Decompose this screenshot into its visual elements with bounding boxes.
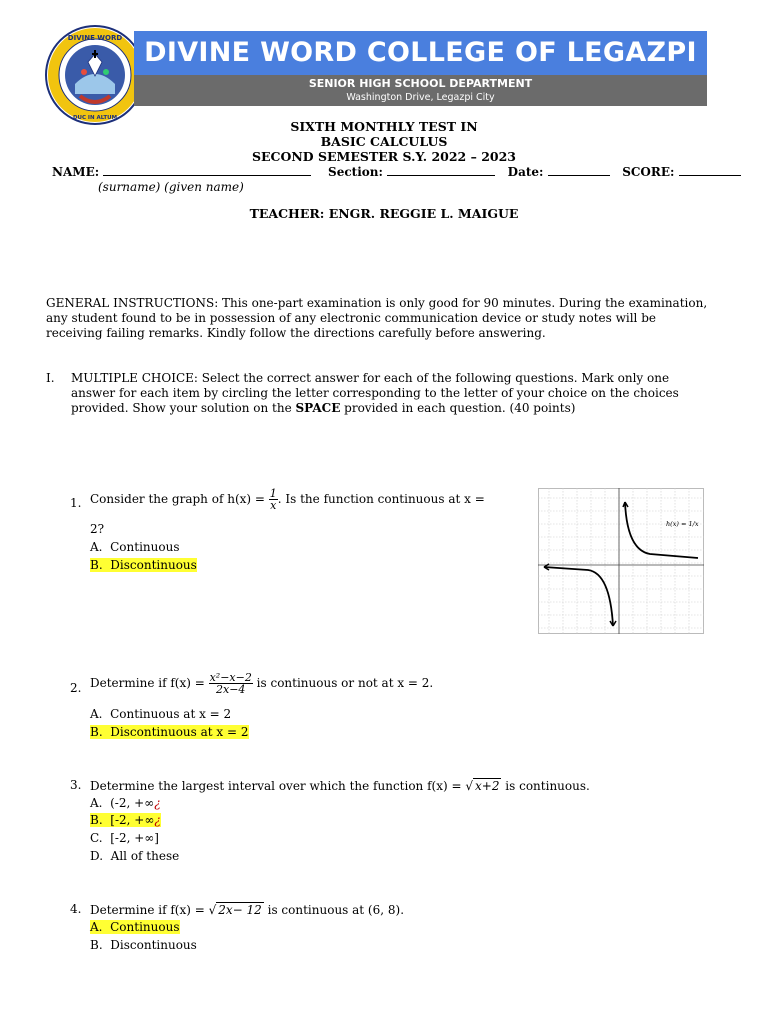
name-field[interactable] xyxy=(103,165,311,176)
q3-radicand: x+2 xyxy=(475,779,500,793)
q3-suffix: is continuous. xyxy=(501,779,590,793)
question-1-text xyxy=(90,488,485,511)
choice-letter: A. xyxy=(90,707,103,721)
test-title-line3: SECOND SEMESTER S.Y. 2022 – 2023 xyxy=(251,149,516,164)
q1-fraction-numerator: 1 xyxy=(269,487,277,500)
q2-choice-a[interactable] xyxy=(90,707,231,721)
q1-choice-b[interactable] xyxy=(90,558,197,572)
college-address: Washington Drive, Legazpi City xyxy=(346,92,495,103)
section-numeral: I. xyxy=(46,371,55,385)
question-2-number: 2. xyxy=(70,681,82,695)
section-field[interactable] xyxy=(387,165,495,176)
name-hint: (surname) (given name) xyxy=(98,180,244,194)
section-label: Section: xyxy=(328,165,383,179)
choice-tail: ¿ xyxy=(154,796,161,810)
q2-choice-b[interactable] xyxy=(90,725,249,739)
choice-text: Continuous xyxy=(110,540,180,554)
q2-fraction xyxy=(209,672,253,695)
q2-fraction-denominator: 2x−4 xyxy=(216,683,246,696)
q1-fraction-denominator: x xyxy=(270,499,277,512)
q3-choice-a[interactable] xyxy=(90,796,161,810)
svg-text:DUC IN ALTUM: DUC IN ALTUM xyxy=(72,115,118,121)
choice-text: [-2, +∞ xyxy=(110,813,155,827)
choice-text: Continuous at x = 2 xyxy=(110,707,232,721)
choice-letter: A. xyxy=(90,796,103,810)
choice-letter: C. xyxy=(90,831,103,845)
q2-fraction-numerator: x²−x−2 xyxy=(209,671,252,684)
choice-letter: A. xyxy=(90,920,103,934)
graph-function-label: h(x) = 1/x xyxy=(666,520,699,528)
choice-tail: ¿ xyxy=(154,813,161,827)
general-instructions: GENERAL INSTRUCTIONS: This one-part examination is only good for 90 minutes. During the examination, any student found to be in possession of any electronic communication device or study notes will be receiving failing remarks. Kindly follow the directions carefully before answering. xyxy=(46,296,708,340)
score-label: SCORE: xyxy=(622,165,675,179)
choice-letter: B. xyxy=(90,813,103,827)
choice-text: (-2, +∞ xyxy=(110,796,155,810)
college-name: DIVINE WORD COLLEGE OF LEGAZPI xyxy=(144,37,697,68)
q1-fraction xyxy=(269,488,278,511)
choice-text: Discontinuous xyxy=(110,558,197,572)
choice-letter: B. xyxy=(90,558,103,572)
question-1-continuation: 2? xyxy=(90,522,105,536)
sqrt-symbol: √ xyxy=(465,779,474,793)
choice-text: Continuous xyxy=(110,920,180,934)
choice-text: Discontinuous xyxy=(110,938,197,952)
sqrt-symbol: √ xyxy=(208,903,217,917)
q3-choice-b[interactable] xyxy=(90,813,161,827)
choice-text: All of these xyxy=(110,849,180,863)
q1-suffix: . Is the function continuous at x = xyxy=(277,492,485,506)
question-1-number: 1. xyxy=(70,496,82,510)
choice-letter: B. xyxy=(90,725,103,739)
date-field[interactable] xyxy=(548,165,610,176)
department-name: SENIOR HIGH SCHOOL DEPARTMENT xyxy=(308,77,533,90)
q4-choice-b[interactable] xyxy=(90,938,197,952)
q3-prefix: Determine the largest interval over which the function f(x) = xyxy=(90,779,466,793)
choice-text: Discontinuous at x = 2 xyxy=(110,725,249,739)
score-field[interactable] xyxy=(679,165,741,176)
reciprocal-function-graph xyxy=(538,488,704,634)
directions-bold-space: SPACE xyxy=(295,401,341,415)
question-2-text xyxy=(90,672,433,695)
q4-suffix: is continuous at (6, 8). xyxy=(263,903,405,917)
q3-choice-c[interactable] xyxy=(90,831,159,845)
question-4-number: 4. xyxy=(70,902,82,916)
choice-text: [-2, +∞] xyxy=(110,831,159,845)
teacher-name: TEACHER: ENGR. REGGIE L. MAIGUE xyxy=(249,206,519,221)
q4-choice-a[interactable] xyxy=(90,920,180,934)
q1-prefix: Consider the graph of h(x) = xyxy=(90,492,269,506)
q2-prefix: Determine if f(x) = xyxy=(90,676,209,690)
q1-choice-a[interactable] xyxy=(90,540,180,554)
test-title-line2: BASIC CALCULUS xyxy=(320,134,448,149)
question-4-text xyxy=(90,902,404,917)
q2-suffix: is continuous or not at x = 2. xyxy=(252,676,434,690)
q3-choice-d[interactable] xyxy=(90,849,179,863)
choice-letter: D. xyxy=(90,849,104,863)
choice-letter: B. xyxy=(90,938,103,952)
choice-letter: A. xyxy=(90,540,103,554)
q4-radicand: 2x− 12 xyxy=(218,903,262,917)
section-directions xyxy=(71,371,711,416)
date-label: Date: xyxy=(507,165,544,179)
svg-text:DIVINE WORD: DIVINE WORD xyxy=(67,34,123,42)
directions-text-end: provided in each question. (40 points) xyxy=(340,401,576,415)
q4-prefix: Determine if f(x) = xyxy=(90,903,209,917)
directions-text: MULTIPLE CHOICE: Select the correct answer for each of the following questions. Mark only one answer for each item by circling the letter corresponding to the letter of your choice on the choices provided. Show your solution on the xyxy=(71,371,679,415)
college-seal-logo xyxy=(44,24,146,126)
name-label: NAME: xyxy=(52,165,100,179)
question-3-number: 3. xyxy=(70,778,82,792)
question-3-text xyxy=(90,778,590,793)
test-title-line1: SIXTH MONTHLY TEST IN xyxy=(290,119,478,134)
student-info-line xyxy=(52,165,752,179)
